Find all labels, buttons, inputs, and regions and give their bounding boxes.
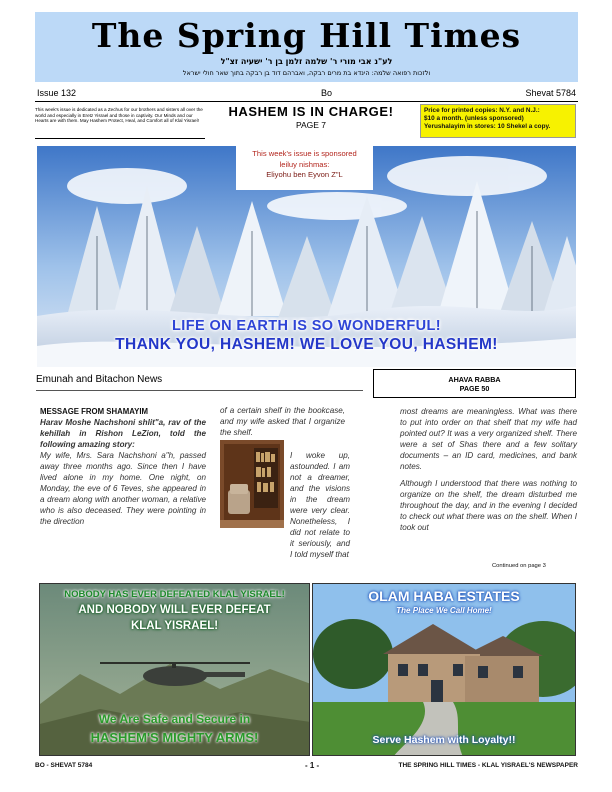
ad-left-line-2: AND NOBODY WILL EVER DEFEAT: [78, 604, 271, 616]
ad-right-title: OLAM HABA ESTATES: [368, 588, 520, 604]
ahava-rabba-box[interactable]: [373, 369, 576, 398]
headline-page-ref: PAGE 7: [295, 120, 327, 130]
price-line-1: Price for printed copies: N.Y. and N.J.:: [424, 107, 540, 114]
article-heading: MESSAGE FROM SHAMAYIM: [40, 407, 149, 416]
masthead: [35, 12, 578, 82]
ad-right-subtitle: The Place We Call Home!: [396, 606, 492, 615]
headline-title: HASHEM IS IN CHARGE!: [228, 104, 394, 119]
klal-yisrael-ad: [39, 583, 310, 756]
sponsor-line-1: This week's issue is sponsored: [252, 149, 357, 158]
continued-note[interactable]: Continued on page 3: [492, 563, 546, 569]
price-box: [420, 104, 576, 138]
article-column-2-side: I woke up, astounded. I am not a dreamer, and the visions in the dream were very clear. Nonetheless, I did not relate to it seriously, and I told myself that: [290, 451, 350, 559]
thank-you-banner: [37, 317, 576, 355]
footer-paper-name: THE SPRING HILL TIMES - KLAL YISRAEL'S NEWSPAPER: [398, 762, 578, 769]
price-line-3: Yerushalayim in stores: 10 Shekel a copy.: [424, 123, 551, 130]
parsha-name: Bo: [321, 88, 333, 98]
hebrew-dedication-line: לע"נ אבי מורי ר' שלמה זלמן בן ר' ישעיה זצ"ל: [220, 57, 393, 66]
olam-haba-estates-ad: [312, 583, 576, 756]
price-line-2: $10 a month. (unless sponsored): [424, 115, 524, 122]
headline[interactable]: [205, 104, 417, 131]
sponsor-name: Eliyohu ben Eyvon Z"L: [266, 170, 343, 179]
issue-number: Issue 132: [37, 88, 77, 98]
article-body-1: My wife, Mrs. Sara Nachshoni a"h, passed away three months ago. Since then I have lived alone in my home. One night, on Monday, the eve of 6 Teves, she appeared in a dream along with another woman, a relative who is also deceased. They were pointing in the direction: [40, 451, 206, 526]
ahava-title: AHAVA RABBA: [448, 375, 501, 384]
article-column-3: [400, 406, 577, 533]
sponsor-box: [236, 146, 373, 190]
issue-bar: [35, 84, 578, 102]
article-paragraph-3b: Although I understood that there was nothing to organize on the shelf, the dream disturbed me throughout the day, and in the evening I decided to check out what there was on the shelf. When I took out: [400, 479, 577, 532]
article-intro: Harav Moshe Nachshoni shlit"a, rav of the kehillah in Rishon LeZion, told the following amazing story:: [40, 418, 206, 449]
hebrew-refuah-line: ולזכות רפואה שלמה: הינדא בת מרים רבקה, ואברהם דוד בן רבקה בתוך שאר חולי ישראל: [182, 69, 431, 77]
dedication-note: This week's issue is dedicated as a Zechus for our brothers and sisters all over the world and especially in Eretz Yisrael and those in captivity. Our Minds and our Hearts are with them. May Hashem Protect, Heal, and Comfort all of Klal Yisrael!: [35, 107, 205, 139]
bookcase-room-photo: [220, 440, 284, 528]
banner-line-2: THANK YOU, HASHEM! WE LOVE YOU, HASHEM!: [115, 336, 498, 353]
ad-left-line-4: We Are Safe and Secure in: [98, 712, 251, 726]
section-label: Emunah and Bitachon News: [36, 374, 163, 385]
banner-line-1: LIFE ON EARTH IS SO WONDERFUL!: [172, 318, 441, 334]
article-paragraph-3a: most dreams are meaningless. What was there to put into order on that shelf that my wife had pointed out? It was a very organized shelf. There were a set of Shas there and a few solitary documents – an ID card, medicines, and bank notes.: [400, 407, 577, 471]
ahava-page-ref: PAGE 50: [459, 384, 490, 393]
ad-left-line-1: NOBODY HAS EVER DEFEATED KLAL YISRAEL!: [64, 589, 285, 600]
ad-left-line-5: HASHEM'S MIGHTY ARMS!: [90, 730, 259, 745]
sponsor-line-2: leiluy nishmas:: [279, 159, 330, 169]
ad-right-tagline: Serve Hashem with Loyalty!!: [372, 734, 516, 746]
issue-date: Shevat 5784: [525, 88, 576, 98]
article-column-1: [40, 406, 206, 527]
footer-issue: BO - SHEVAT 5784: [35, 762, 93, 769]
newspaper-title: The Spring Hill Times: [91, 16, 522, 55]
section-divider: [36, 390, 363, 391]
page-number: - 1 -: [305, 761, 320, 770]
ad-left-line-3: KLAL YISRAEL!: [130, 620, 219, 632]
article-column-2-top: of a certain shelf in the bookcase, and my wife asked that I organize the shelf.: [220, 406, 345, 437]
